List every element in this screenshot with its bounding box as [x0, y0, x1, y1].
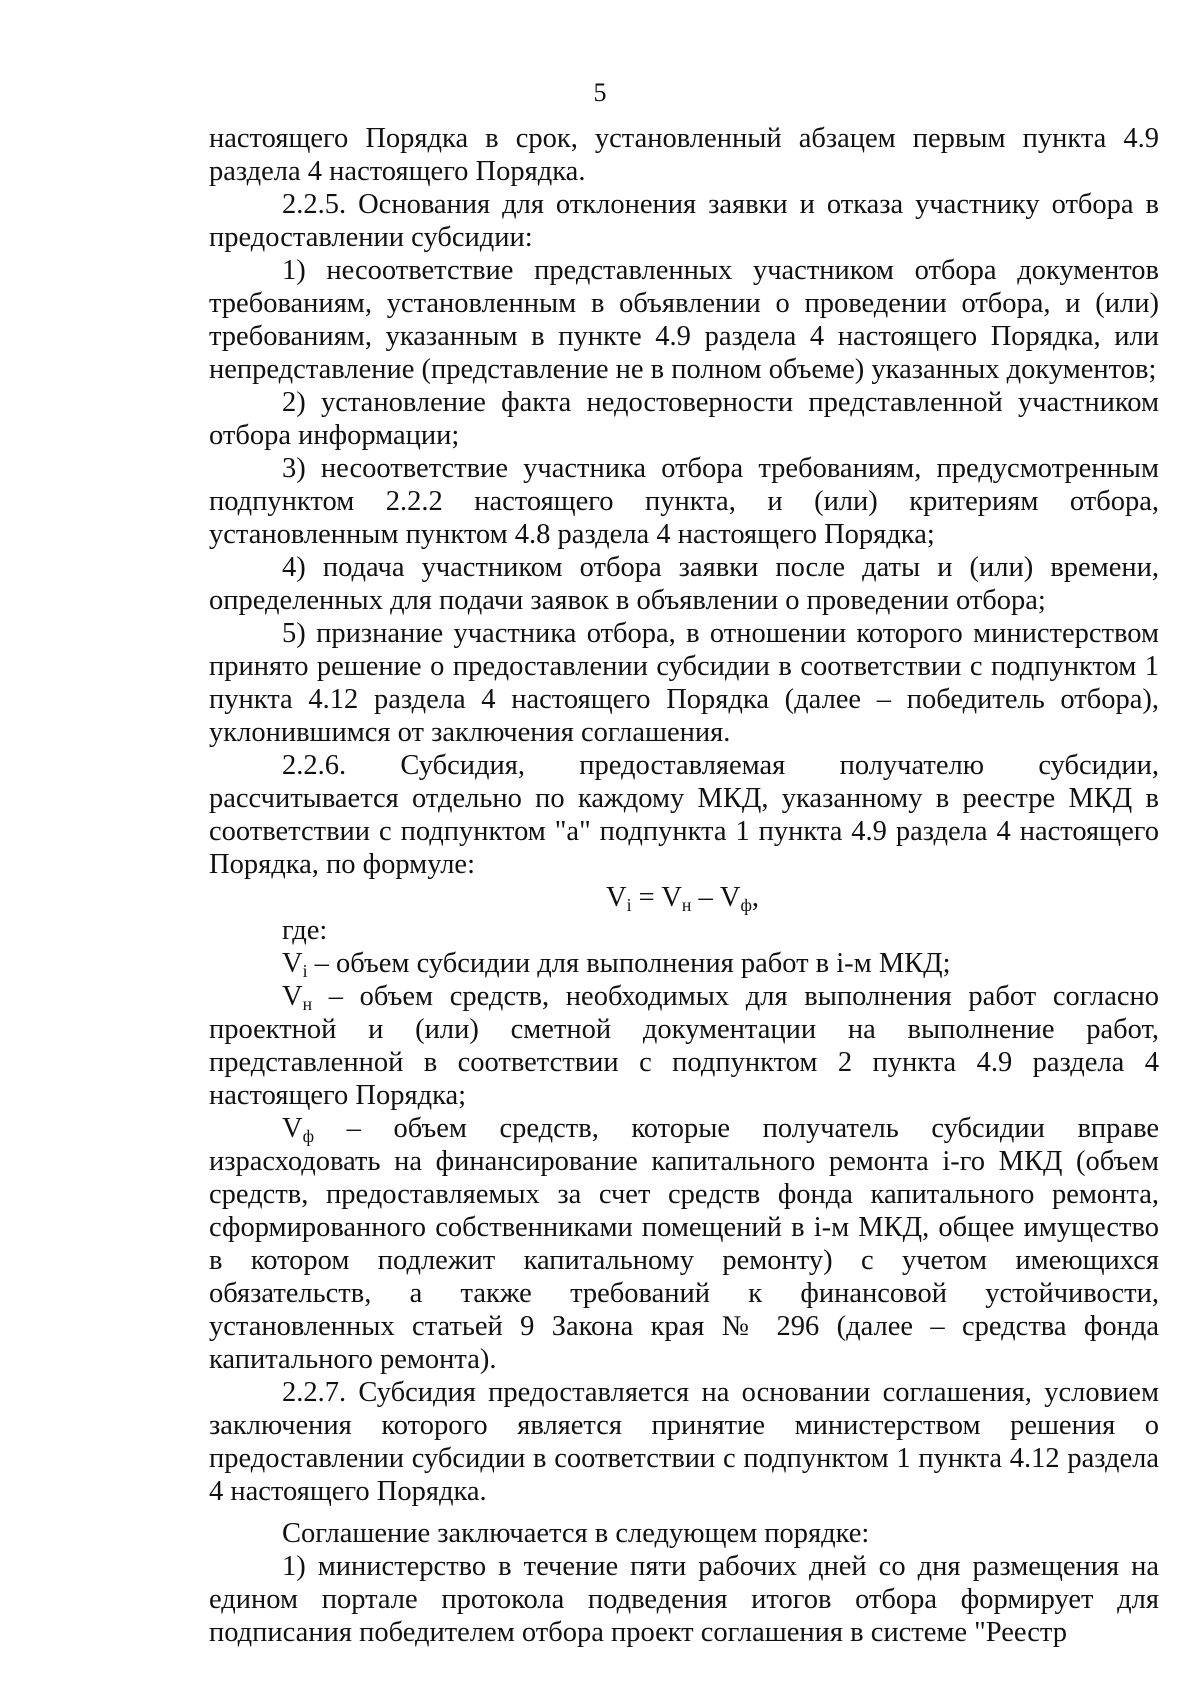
paragraph-2-2-5: 2.2.5. Основания для отклонения заявки и отказа участнику отбора в предоставлении субсидии: [209, 189, 1159, 253]
page-number: 5 [593, 78, 607, 107]
definition-vf: $V_ф$ – объем средств, которые получатель субсидии вправе израсходовать на финансирование капитального ремонта i-го МКД (объем средств, предоставляемых за счет средств фонда капитального ремонта, сформированного собственниками помещений в i-м МКД, общее имущество в котором подлежит капитальному ремонту) с учетом имеющихся обязательств, а также требований к финансовой устойчивости, установленных статьей 9 Закона края № 296 (далее – средства фонда капитального ремонта). [209, 1113, 1160, 1375]
paragraph-2-2-7: 2.2.7. Субсидия предоставляется на основании соглашения, условием заключения которого является принятие министерством решения о предоставлении субсидии в соответствии с подпунктом 1 пункта 4.12 раздела 4 настоящего Порядка. [209, 1377, 1159, 1507]
list-item-3: 3) несоответствие участника отбора требованиям, предусмотренным подпунктом 2.2.2 настоящего пункта, и (или) критериям отбора, установленным пунктом 4.8 раздела 4 настоящего Порядка; [209, 453, 1159, 550]
document-body [209, 122, 1159, 1649]
list-item-4: 4) подача участником отбора заявки после даты и (или) времени, определенных для подачи заявок в объявлении о проведении отбора; [209, 552, 1159, 616]
agreement-procedure-heading: Соглашение заключается в следующем порядке: [282, 1518, 870, 1549]
procedure-item-1: 1) министерство в течение пяти рабочих дней со дня размещения на едином портале протокола подведения итогов отбора формирует для подписания победителем отбора проект соглашения в системе "Реестр [209, 1551, 1159, 1648]
where-label: где: [282, 915, 328, 946]
definition-vn: $V_н$ – объем средств, необходимых для выполнения работ согласно проектной и (или) сметной документации на выполнение работ, представленной в соответствии с подпунктом 2 пункта 4.9 раздела 4 настоящего Порядка; [209, 981, 1159, 1111]
list-item-2: 2) установление факта недостоверности представленной участником отбора информации; [209, 387, 1159, 451]
list-item-5: 5) признание участника отбора, в отношении которого министерством принято решение о предоставлении субсидии в соответствии с подпунктом 1 пункта 4.12 раздела 4 настоящего Порядка (далее – победитель отбора), уклонившимся от заключения соглашения. [209, 618, 1159, 748]
definition-vi: $V_i$ – объем субсидии для выполнения работ в i-м МКД; [282, 948, 951, 981]
paragraph-2-2-6: 2.2.6. Субсидия, предоставляемая получателю субсидии, рассчитывается отдельно по каждому МКД, указанному в реестре МКД в соответствии с подпунктом "а" подпункта 1 пункта 4.9 раздела 4 настоящего Порядка, по формуле: [209, 750, 1159, 880]
paragraph-continuation: настоящего Порядка в срок, установленный абзацем первым пункта 4.9 раздела 4 настоящего Порядка. [209, 123, 1159, 187]
list-item-1: 1) несоответствие представленных участником отбора документов требованиям, установленным в объявлении о проведении отбора, и (или) требованиям, указанным в пункте 4.9 раздела 4 настоящего Порядка, или непредставление (представление не в полном объеме) указанных документов; [209, 255, 1159, 385]
subsidy-formula: $V_i = V_н - V_ф$, [606, 882, 760, 915]
